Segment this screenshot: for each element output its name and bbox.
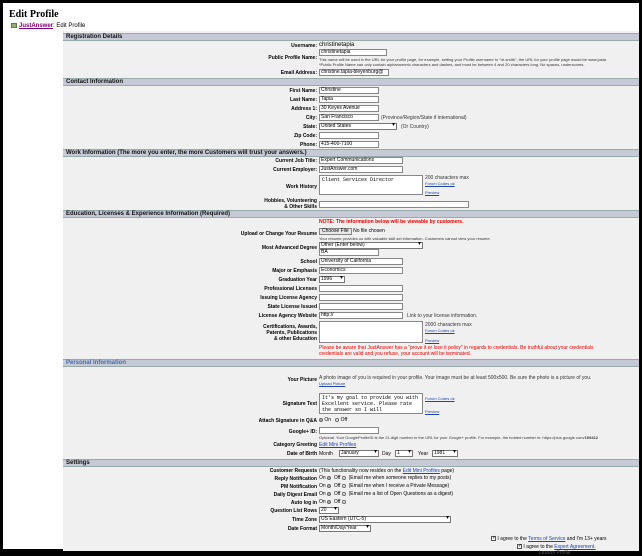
school-input[interactable]: University of California bbox=[319, 258, 403, 265]
requests-text-2: page) bbox=[441, 468, 455, 474]
dob-day-select[interactable]: 1 ▾ bbox=[395, 450, 413, 457]
email-label: Email Address: bbox=[280, 70, 317, 76]
daily-digest-radios bbox=[319, 491, 453, 497]
digest-on-radio[interactable] bbox=[327, 492, 331, 496]
major-label: Major or Emphasis bbox=[272, 268, 317, 274]
address-label: Address 1: bbox=[291, 106, 317, 112]
prof-licenses-input[interactable] bbox=[319, 285, 403, 292]
certifications-max: 2000 characters max bbox=[425, 322, 472, 328]
edit-mini-profiles-link[interactable]: Edit Mini Profiles bbox=[319, 442, 357, 448]
upload-picture-link[interactable]: Upload Picture bbox=[319, 381, 346, 386]
last-name-input[interactable]: Tapia bbox=[319, 96, 379, 103]
work-history-textarea[interactable]: Client Services Director bbox=[319, 175, 423, 195]
resume-file-picker[interactable] bbox=[319, 228, 385, 235]
google-id-note-text: Optional. Your GoogleProfileID is the 21-digit number in the URL for your Google+ profile. For example, the bolded number in: https://plus.google.com/ bbox=[319, 435, 585, 440]
google-id-note bbox=[319, 435, 598, 440]
breadcrumb-current: : Edit Profile bbox=[53, 23, 86, 30]
page-title: Edit Profile bbox=[9, 9, 59, 20]
dob-year-label: Year bbox=[418, 451, 429, 457]
grad-year-label: Graduation Year bbox=[278, 277, 317, 283]
dob-label: Date of Birth bbox=[287, 451, 317, 457]
google-id-input[interactable] bbox=[319, 427, 379, 434]
off-label: Off bbox=[333, 499, 341, 505]
public-name-input[interactable]: christinetapia bbox=[319, 49, 387, 56]
school-label: School bbox=[300, 259, 317, 265]
state-select[interactable]: United States ▾ bbox=[319, 123, 397, 130]
zip-label: Zip Code: bbox=[293, 133, 317, 139]
date-format-label: Date Format bbox=[287, 526, 317, 532]
employer-label: Current Employer: bbox=[273, 167, 317, 173]
on-label: On bbox=[319, 475, 326, 481]
home-icon bbox=[11, 23, 17, 28]
terms-agreement bbox=[491, 536, 607, 542]
reply-off-radio[interactable] bbox=[342, 476, 346, 480]
degree-input[interactable]: BA bbox=[319, 249, 379, 256]
pm-hint: (Email me when I receive a Private Message) bbox=[348, 483, 450, 489]
breadcrumb bbox=[11, 23, 85, 29]
dob-month-select[interactable]: January ▾ bbox=[339, 450, 379, 457]
no-file-text: No file chosen bbox=[353, 228, 385, 234]
grad-year-select[interactable]: 1996 ▾ bbox=[319, 276, 345, 283]
license-website-hint: Link to your license information. bbox=[407, 313, 478, 319]
profile-form bbox=[63, 31, 639, 556]
last-name-label: Last Name: bbox=[290, 97, 317, 103]
email-input[interactable]: christine.tapia-bleyenburg@ bbox=[319, 69, 389, 76]
off-label: Off bbox=[333, 475, 341, 481]
on-label: On bbox=[319, 483, 326, 489]
username-label: Username: bbox=[291, 43, 317, 49]
address-input[interactable]: 30 Keyes Avenue bbox=[319, 105, 379, 112]
attach-signature-off-radio[interactable] bbox=[335, 418, 339, 422]
attach-signature-label: Attach Signature in Q&A bbox=[258, 418, 317, 424]
certifications-textarea[interactable] bbox=[319, 321, 423, 343]
dob-month-label: Month bbox=[319, 451, 333, 457]
section-settings: Settings bbox=[63, 459, 639, 467]
hobbies-label: Hobbies, Volunteering bbox=[264, 198, 317, 204]
job-title-input[interactable]: Expert Communications bbox=[319, 157, 403, 164]
state-license-label: State License Issued bbox=[267, 304, 317, 310]
public-name-label: Public Profile Name: bbox=[268, 55, 317, 61]
degree-select[interactable]: Other (Enter below) ▾ bbox=[319, 242, 423, 249]
work-history-preview-link[interactable]: Preview bbox=[425, 190, 440, 195]
terms-link[interactable]: Terms of Service bbox=[528, 536, 566, 542]
auto-login-radios bbox=[319, 499, 346, 505]
signature-textarea[interactable]: It's my goal to provide you with Excellent service. Please rate the answer so I will bbox=[319, 393, 423, 414]
credentials-warning: Please be aware that JustAnswer has a "prove it or lose it policy" in regards to credentials. Be truthful about your credentials bbox=[319, 345, 594, 351]
hobbies-label-2: & Other Skills bbox=[284, 204, 317, 210]
choose-file-button[interactable]: Choose File bbox=[319, 228, 352, 235]
section-registration: Registration Details bbox=[63, 33, 639, 41]
off-label: Off bbox=[333, 491, 341, 497]
forum-codes-link[interactable]: Forum Codes ok bbox=[425, 181, 455, 186]
expert-agreement-link[interactable]: Expert Agreement. bbox=[554, 544, 596, 550]
dob-day-label: Day bbox=[382, 451, 391, 457]
terms-text-1: I agree to the bbox=[497, 536, 527, 542]
username-value: christinetapia bbox=[319, 42, 355, 48]
digest-hint: (Email me a list of Open Questions as a digest) bbox=[348, 491, 454, 497]
requests-text-1: (This functionality now resides on the bbox=[319, 468, 402, 474]
terms-checkbox[interactable] bbox=[491, 536, 496, 541]
terms-text-2: and I'm 13+ years bbox=[566, 536, 607, 542]
section-education: Education, Licenses & Experience Information (Required) bbox=[63, 210, 639, 218]
picture-note: A photo image of you is required in your profile. Your image must be at least 500x500. Be sure the photo is a picture of you. bbox=[319, 375, 592, 381]
date-format-select[interactable]: Month/Day/Year ▾ bbox=[319, 525, 371, 532]
forum-codes-link[interactable]: Forum Codes ok bbox=[425, 328, 455, 333]
google-id-example: 109412 bbox=[584, 435, 599, 440]
issuing-agency-input[interactable] bbox=[319, 294, 403, 301]
reply-notification-radios bbox=[319, 475, 451, 481]
pm-off-radio[interactable] bbox=[342, 484, 346, 488]
customer-requests-label: Customer Requests bbox=[269, 468, 317, 474]
certifications-label-3: & other Education bbox=[273, 336, 317, 342]
time-zone-label: Time Zone bbox=[292, 517, 317, 523]
dob-year-select[interactable]: 1981 ▾ bbox=[432, 450, 458, 457]
autolog-off-radio[interactable] bbox=[342, 500, 346, 504]
signature-label: Signature Text bbox=[282, 401, 317, 407]
on-label: On bbox=[319, 491, 326, 497]
section-personal: Personal Information bbox=[63, 359, 639, 367]
certifications-label-2: Patents, Publications bbox=[266, 330, 317, 336]
job-title-label: Current Job Title: bbox=[275, 158, 317, 164]
daily-digest-label: Daily Digest Email bbox=[273, 492, 317, 498]
state-license-input[interactable] bbox=[319, 303, 403, 310]
issuing-agency-label: Issuing License Agency bbox=[260, 295, 317, 301]
work-history-label: Work History bbox=[285, 184, 317, 190]
auto-login-label: Auto log in bbox=[290, 500, 317, 506]
breadcrumb-link[interactable]: JustAnswer bbox=[19, 23, 54, 30]
prof-licenses-label: Professional Licenses bbox=[264, 286, 317, 292]
cut-off-text: Lesson Profile bbox=[539, 550, 571, 556]
forum-codes-link[interactable]: Forum Codes ok bbox=[425, 396, 455, 401]
question-rows-label: Question List Rows bbox=[270, 508, 317, 514]
on-label: On bbox=[319, 499, 326, 505]
signature-preview-link[interactable]: Preview bbox=[425, 409, 440, 414]
question-rows-select[interactable]: 20 ▾ bbox=[319, 507, 339, 514]
pm-on-radio[interactable] bbox=[327, 484, 331, 488]
pm-notification-radios bbox=[319, 483, 449, 489]
major-input[interactable]: Economics bbox=[319, 267, 403, 274]
license-website-label: License Agency Website bbox=[258, 313, 317, 319]
employer-input[interactable]: JustAnswer.com bbox=[319, 166, 403, 173]
category-greeting-label: Category Greeting bbox=[273, 442, 317, 448]
resume-label: Upload or Change Your Resume bbox=[240, 231, 317, 237]
picture-label: Your Picture bbox=[287, 377, 317, 383]
first-name-label: First Name: bbox=[289, 88, 317, 94]
certifications-preview-link[interactable]: Preview bbox=[425, 338, 440, 343]
customer-requests-text bbox=[319, 468, 454, 474]
expert-agreement-checkbox[interactable] bbox=[517, 544, 522, 549]
attach-signature-radios bbox=[319, 417, 347, 423]
city-input[interactable]: San Francisco bbox=[319, 114, 379, 121]
public-name-note: This name will be used in the URL for your profile page, for example, setting your Profile username to "dr-smith", the URL for your profile page would be www.justa bbox=[319, 57, 607, 62]
first-name-input[interactable]: Christine bbox=[319, 87, 379, 94]
window bbox=[3, 3, 639, 556]
digest-off-radio[interactable] bbox=[342, 492, 346, 496]
off-label: Off bbox=[333, 483, 341, 489]
expert-text-1: I agree to the bbox=[523, 544, 553, 550]
requests-edit-mini-link[interactable]: Edit Mini Profiles bbox=[402, 468, 440, 474]
section-work: Work Information (The more you enter, the more Customers will trust your answers.) bbox=[63, 149, 639, 157]
public-name-note-2: *Public Profile Name can only contain alphanumeric characters and dashes, and must be between 4 and 20 characters long. No spaces, underscores. bbox=[319, 62, 585, 67]
state-label: State: bbox=[303, 124, 317, 130]
resume-note: Your resume provides us with valuable skill set information. Customers cannot view your resume. bbox=[319, 236, 491, 241]
reply-hint: (Email me when someone replies to my posts) bbox=[348, 475, 452, 481]
city-hint: (Province/Region/State if international) bbox=[381, 115, 467, 121]
hobbies-input[interactable] bbox=[319, 201, 469, 208]
off-label: Off bbox=[340, 417, 348, 423]
time-zone-select[interactable]: US Eastern (UTC-5) ▾ bbox=[319, 516, 451, 523]
degree-label: Most Advanced Degree bbox=[261, 245, 317, 251]
section-contact: Contact Information bbox=[63, 78, 639, 86]
certifications-label: Certifications, Awards, bbox=[263, 324, 317, 330]
attach-signature-on-radio[interactable] bbox=[319, 418, 323, 422]
autolog-on-radio[interactable] bbox=[327, 500, 331, 504]
zip-input[interactable] bbox=[319, 132, 379, 139]
state-hint: (Or Country) bbox=[401, 124, 429, 130]
google-id-label: Google+ ID: bbox=[288, 429, 317, 435]
education-note: NOTE: The information below will be viewable by customers. bbox=[319, 219, 464, 225]
work-history-max: 200 characters max bbox=[425, 175, 469, 181]
phone-input[interactable]: 415-400-7100 bbox=[319, 141, 379, 148]
reply-notification-label: Reply Notification bbox=[274, 476, 317, 482]
credentials-warning-2: credentials are valid and you refuse, your account will be terminated. bbox=[319, 351, 472, 357]
pm-notification-label: PM Notification bbox=[280, 484, 317, 490]
city-label: City: bbox=[305, 115, 317, 121]
on-label: On bbox=[324, 417, 332, 423]
phone-label: Phone: bbox=[300, 142, 317, 148]
reply-on-radio[interactable] bbox=[327, 476, 331, 480]
license-website-input[interactable]: http:// bbox=[319, 312, 403, 319]
